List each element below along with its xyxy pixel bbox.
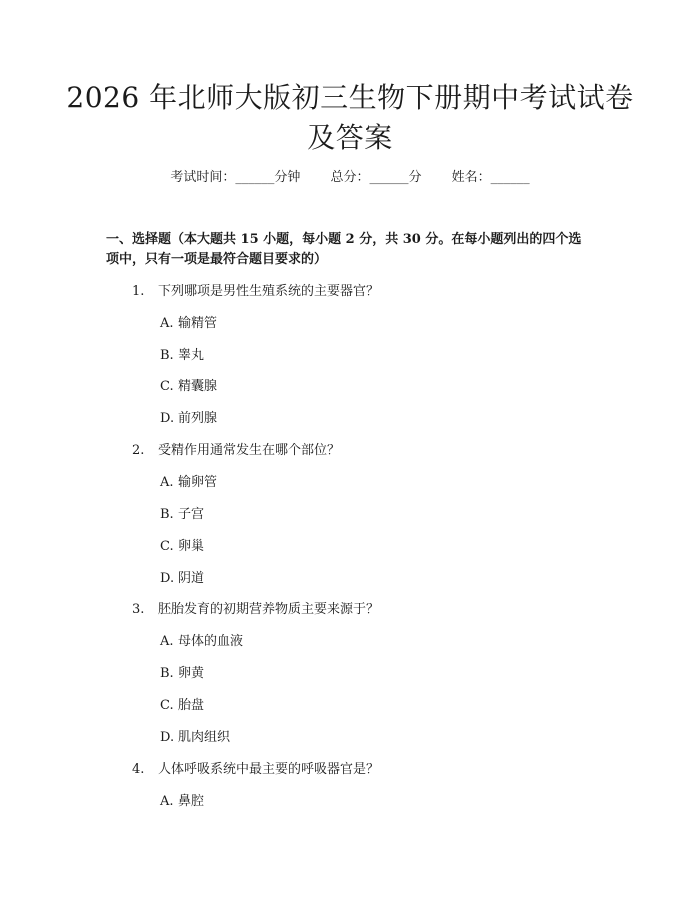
option-3d	[160, 728, 230, 748]
option-2a	[160, 473, 217, 493]
option-1c	[160, 377, 217, 397]
option-letter: A.	[160, 634, 174, 649]
option-text: 卵巢	[178, 539, 205, 554]
option-letter: D.	[160, 730, 175, 745]
option-1d	[160, 409, 217, 429]
student-name-field: 姓名：______	[451, 170, 530, 185]
question-number: 4.	[132, 762, 145, 777]
section-heading-line-1: 一、选择题（本大题共 15 小题，每小题 2 分，共 30 分。在每小题列出的四个选	[106, 232, 582, 247]
option-1b	[160, 346, 204, 366]
option-text: 母体的血液	[178, 634, 244, 649]
question-number: 2.	[132, 443, 145, 458]
option-letter: B.	[160, 348, 174, 363]
option-letter: A.	[160, 794, 174, 809]
option-letter: B.	[160, 507, 174, 522]
option-text: 输卵管	[178, 475, 218, 490]
option-text: 卵黄	[178, 666, 205, 681]
question-text: 受精作用通常发生在哪个部位？	[158, 443, 341, 458]
question-text: 人体呼吸系统中最主要的呼吸器官是？	[158, 762, 380, 777]
section-heading-line-2: 项中，只有一项是最符合题目要求的）	[106, 252, 328, 267]
exam-time-field: 考试时间：______分钟	[170, 170, 301, 185]
option-letter: C.	[160, 698, 174, 713]
option-text: 前列腺	[178, 411, 218, 426]
question-4	[132, 760, 379, 780]
exam-title-line-1: 2026 年北师大版初三生物下册期中考试试卷	[66, 81, 634, 114]
option-2d	[160, 569, 204, 589]
option-4a	[160, 792, 204, 812]
total-score-field: 总分：______分	[330, 170, 422, 185]
option-letter: C.	[160, 379, 174, 394]
option-text: 肌肉组织	[178, 730, 231, 745]
option-3c	[160, 696, 204, 716]
option-2c	[160, 537, 204, 557]
option-text: 胎盘	[178, 698, 205, 713]
question-1	[132, 282, 379, 302]
option-letter: D.	[160, 411, 175, 426]
question-number: 3.	[132, 602, 145, 617]
option-letter: D.	[160, 571, 175, 586]
option-text: 阴道	[178, 571, 205, 586]
question-text: 下列哪项是男性生殖系统的主要器官？	[158, 284, 380, 299]
exam-title	[60, 78, 640, 158]
question-2	[132, 441, 340, 461]
question-text: 胚胎发育的初期营养物质主要来源于？	[158, 602, 380, 617]
option-text: 精囊腺	[178, 379, 218, 394]
option-text: 鼻腔	[178, 794, 205, 809]
option-3a	[160, 632, 243, 652]
question-number: 1.	[132, 284, 145, 299]
option-text: 子宫	[178, 507, 205, 522]
option-letter: B.	[160, 666, 174, 681]
question-3	[132, 600, 379, 620]
option-1a	[160, 314, 217, 334]
option-letter: A.	[160, 475, 174, 490]
exam-title-line-2: 及答案	[307, 121, 393, 154]
exam-meta	[0, 168, 700, 188]
option-letter: C.	[160, 539, 174, 554]
section-heading	[106, 230, 606, 270]
option-text: 输精管	[178, 316, 218, 331]
option-letter: A.	[160, 316, 174, 331]
option-text: 睾丸	[178, 348, 205, 363]
option-3b	[160, 664, 204, 684]
option-2b	[160, 505, 204, 525]
